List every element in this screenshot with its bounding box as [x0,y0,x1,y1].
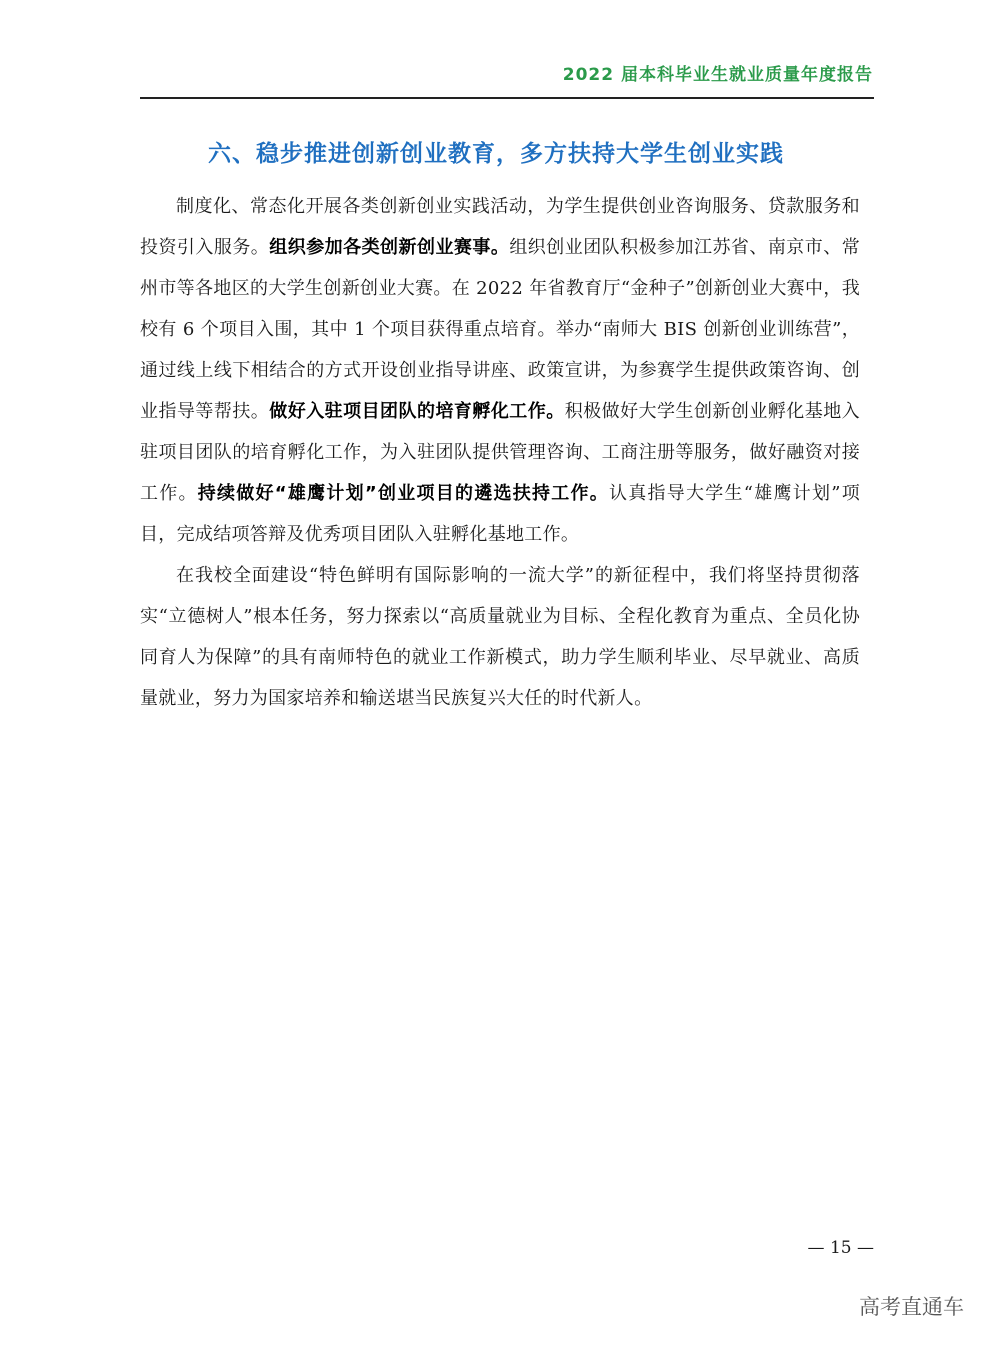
paragraph-entrepreneurship-activities [140,186,860,555]
section-heading: 六、稳步推进创新创业教育，多方扶持大学生创业实践 [208,141,784,167]
body-text [140,186,860,719]
bold-subheading-eagle-plan: 持续做好“雄鹰计划”创业项目的遴选扶持工作。 [197,483,609,504]
header-divider [140,97,874,99]
paragraph-conclusion: 在我校全面建设“特色鲜明有国际影响的一流大学”的新征程中，我们将坚持贯彻落实“立德树人”根本任务，努力探索以“高质量就业为目标、全程化教育为重点、全员化协同育人为保障”的具有南师特色的就业工作新模式，助力学生顺利毕业、尽早就业、高质量就业，努力为国家培养和输送堪当民族复兴大任的时代新人。 [140,565,860,709]
paragraph1-sentence-3: 积极做好大学生创新创业孵化基地入驻项目团队的培育孵化工作，为入驻团队提供管理咨询、工商注册等服务，做好融资对接工作。 [140,401,860,504]
paragraph1-sentence-1: 制度化、常态化开展各类创新创业实践活动，为学生提供创业咨询服务、贷款服务和投资引入服务。 [140,196,860,258]
paragraph1-sentence-2: 组织创业团队积极参加江苏省、南京市、常州市等各地区的大学生创新创业大赛。在 2022 年省教育厅“金种子”创新创业大赛中，我校有 6 个项目入围，其中 1 个项目获得重点培育。举办“南师大 BIS 创新创业训练营”，通过线上线下相结合的方式开设创业指导讲座、政策宣讲，为参赛学生提供政策咨询、创业指导等帮扶。 [140,237,861,422]
bold-subheading-competitions: 组织参加各类创新创业赛事。 [269,237,510,258]
bold-subheading-incubation: 做好入驻项目团队的培育孵化工作。 [269,401,565,422]
page-number: — 15 — [807,1238,874,1258]
watermark-text: 高考直通车 [859,1295,964,1319]
running-header-title: 2022 届本科毕业生就业质量年度报告 [562,65,873,85]
paragraph1-sentence-4: 认真指导大学生“雄鹰计划”项目，完成结项答辩及优秀项目团队入驻孵化基地工作。 [140,483,860,545]
